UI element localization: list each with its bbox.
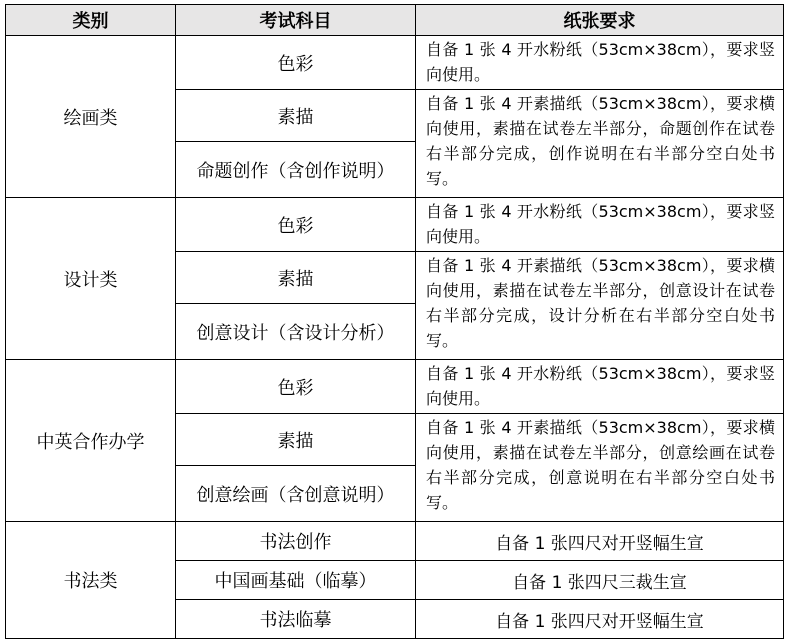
requirement-cell: 自备 1 张 4 开水粉纸（53cm×38cm），要求竖向使用。 xyxy=(416,198,784,252)
subject-cell: 创意设计（含设计分析） xyxy=(176,304,416,360)
subject-cell: 色彩 xyxy=(176,360,416,414)
subject-cell: 色彩 xyxy=(176,36,416,90)
header-paper-requirement: 纸张要求 xyxy=(416,5,784,36)
header-subject: 考试科目 xyxy=(176,5,416,36)
subject-cell: 色彩 xyxy=(176,198,416,252)
subject-cell: 创意绘画（含创意说明） xyxy=(176,466,416,522)
requirement-cell: 自备 1 张 4 开水粉纸（53cm×38cm），要求竖向使用。 xyxy=(416,360,784,414)
requirement-cell: 自备 1 张 4 开水粉纸（53cm×38cm），要求竖向使用。 xyxy=(416,36,784,90)
category-cell: 设计类 xyxy=(6,198,176,360)
subject-cell: 素描 xyxy=(176,252,416,304)
table-row xyxy=(6,360,784,414)
subject-cell: 中国画基础（临摹） xyxy=(176,561,416,600)
subject-cell: 命题创作（含创作说明） xyxy=(176,142,416,198)
subject-cell: 素描 xyxy=(176,90,416,142)
requirement-cell: 自备 1 张四尺对开竖幅生宣 xyxy=(416,600,784,639)
header-category: 类别 xyxy=(6,5,176,36)
requirement-cell: 自备 1 张四尺对开竖幅生宣 xyxy=(416,522,784,561)
requirement-cell: 自备 1 张 4 开素描纸（53cm×38cm），要求横向使用，素描在试卷左半部分，创意绘画在试卷右半部分完成，创意说明在右半部分空白处书写。 xyxy=(416,414,784,522)
requirement-cell: 自备 1 张四尺三裁生宣 xyxy=(416,561,784,600)
subject-cell: 书法创作 xyxy=(176,522,416,561)
header-row xyxy=(6,5,784,36)
category-cell: 中英合作办学 xyxy=(6,360,176,522)
table-row xyxy=(6,198,784,252)
category-cell: 书法类 xyxy=(6,522,176,639)
exam-paper-requirements-table xyxy=(5,4,784,639)
requirement-cell: 自备 1 张 4 开素描纸（53cm×38cm），要求横向使用，素描在试卷左半部分，创意设计在试卷右半部分完成，设计分析在右半部分空白处书写。 xyxy=(416,252,784,360)
table-row xyxy=(6,522,784,561)
category-cell: 绘画类 xyxy=(6,36,176,198)
requirement-cell: 自备 1 张 4 开素描纸（53cm×38cm），要求横向使用，素描在试卷左半部分，命题创作在试卷右半部分完成，创作说明在右半部分空白处书写。 xyxy=(416,90,784,198)
table-row xyxy=(6,36,784,90)
subject-cell: 素描 xyxy=(176,414,416,466)
subject-cell: 书法临摹 xyxy=(176,600,416,639)
